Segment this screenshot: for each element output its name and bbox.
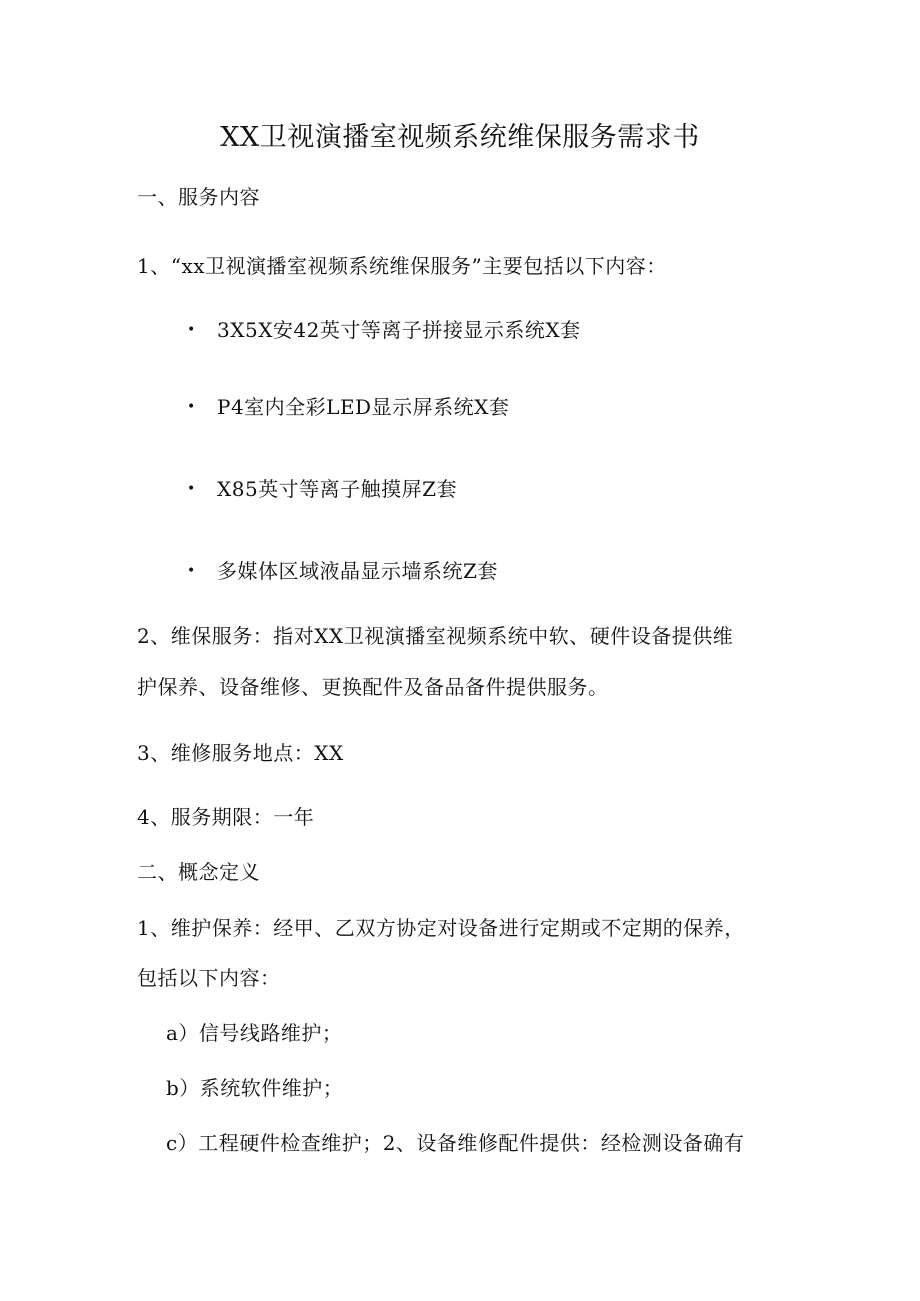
section1-heading: 一、服务内容: [137, 185, 260, 209]
bullet-marker: •: [187, 399, 196, 415]
section2-heading: 二、概念定义: [137, 860, 260, 884]
item1-intro: 1、“xx卫视演播室视频系统维保服务”主要包括以下内容：: [137, 254, 667, 278]
sub-item-c: c）工程硬件检查维护；2、设备维修配件提供：经检测设备确有: [166, 1131, 745, 1155]
item2-line2: 护保养、设备维修、更换配件及备品备件提供服务。: [137, 675, 609, 699]
sub-item-a: a）信号线路维护；: [166, 1021, 343, 1045]
sub-item-b: b）系统软件维护；: [166, 1076, 344, 1100]
definition1-line2: 包括以下内容：: [137, 966, 281, 990]
definition1-line1: 1、维护保养：经甲、乙双方协定对设备进行定期或不定期的保养，: [137, 916, 745, 940]
item2-line1: 2、维保服务：指对XX卫视演播室视频系统中软、硬件设备提供维: [137, 624, 734, 648]
bullet-item: P4室内全彩LED显示屏系统X套: [217, 395, 510, 419]
item3: 3、维修服务地点：XX: [137, 741, 344, 765]
document-title: XX卫视演播室视频系统维保服务需求书: [220, 122, 700, 153]
item4: 4、服务期限：一年: [137, 805, 315, 829]
bullet-marker: •: [187, 322, 196, 338]
bullet-item: X85英寸等离子触摸屏Z套: [217, 477, 458, 501]
bullet-item: 3X5X安42英寸等离子拼接显示系统X套: [217, 318, 581, 342]
bullet-marker: •: [187, 563, 196, 579]
bullet-item: 多媒体区域液晶显示墙系统Z套: [217, 559, 498, 583]
bullet-marker: •: [187, 481, 196, 497]
